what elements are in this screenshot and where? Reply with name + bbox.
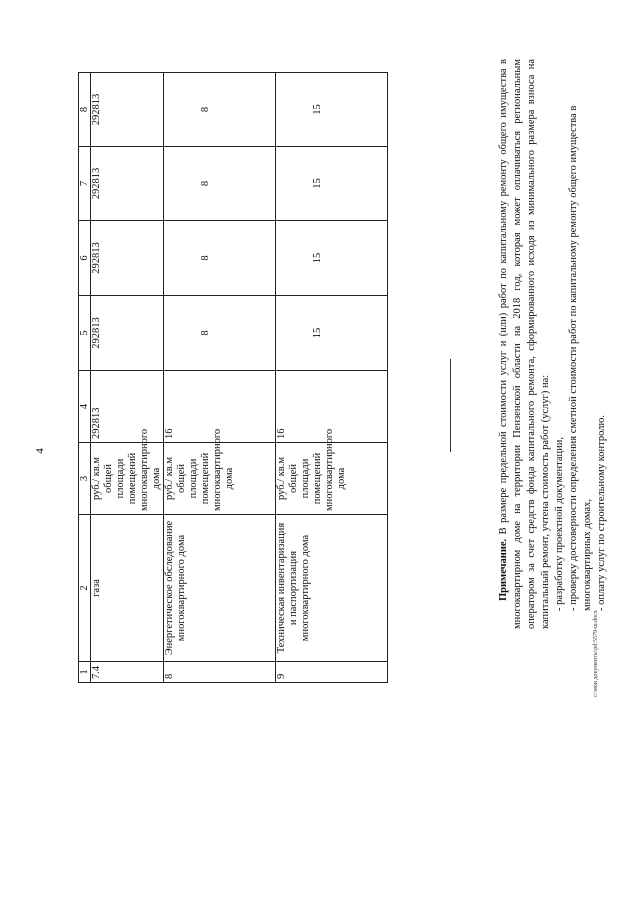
- work-type: Техническая инвентаризация и паспортизация многоквартирного дома: [276, 515, 388, 662]
- note-item: - проверку достоверности определения сметной стоимости работ по капитальному ремонту общего имущества в многоквартирных домах,: [568, 105, 593, 611]
- cost-value: 15: [276, 73, 388, 147]
- cost-value: 8: [164, 147, 276, 221]
- cost-value: 292813: [91, 73, 164, 147]
- cost-value: 16: [276, 371, 388, 443]
- column-number: 6: [79, 221, 91, 296]
- row-number: 9: [276, 662, 388, 683]
- cost-value: 8: [164, 296, 276, 371]
- row-number: 7.4: [91, 662, 164, 683]
- cost-value: 16: [164, 371, 276, 443]
- column-number: 2: [79, 515, 91, 662]
- work-type: газа: [91, 515, 164, 662]
- table-row: [164, 73, 276, 683]
- column-number: 1: [79, 662, 91, 683]
- cost-value: 8: [164, 221, 276, 296]
- note-block: [497, 59, 609, 629]
- column-number: 5: [79, 296, 91, 371]
- cost-value: 292813: [91, 147, 164, 221]
- cost-value: 15: [276, 147, 388, 221]
- column-number: 4: [79, 371, 91, 443]
- table-row: [91, 73, 164, 683]
- cost-value: 292813: [91, 221, 164, 296]
- page-number: 4: [34, 448, 46, 454]
- unit: руб./ кв.м общей площади помещений многоквартирного дома: [164, 443, 276, 515]
- work-type: Энергетическое обследование многоквартирного дома: [164, 515, 276, 662]
- divider-line: [450, 359, 451, 452]
- table-row: [276, 73, 388, 683]
- column-number: 7: [79, 147, 91, 221]
- cost-value: 292813: [91, 296, 164, 371]
- unit: руб./ кв.м общей площади помещений многоквартирного дома: [91, 443, 164, 515]
- note-item: - разработку проектной документации,: [554, 437, 565, 611]
- cost-value: 292813: [91, 371, 164, 443]
- unit: руб./ кв.м общей площади помещений многоквартирного дома: [276, 443, 388, 515]
- cost-table: [78, 72, 388, 683]
- cost-value: 15: [276, 296, 388, 371]
- note-text: В размере предельной стоимости услуг и (или) работ по капитальному ремонту общего имущества в многоквартирном доме на территории Пензенской области на 2018 год, которая может оплачиваться региональным оператором за счет средств фонда капитального ремонта, сформированного исходя из минимального размера взноса на капитальный ремонт, учтена стоимость работ (услуг) на:: [498, 58, 551, 629]
- cost-value: 8: [164, 73, 276, 147]
- column-number: 3: [79, 443, 91, 515]
- note-label: Примечание.: [498, 538, 509, 601]
- note-paragraph: [497, 59, 553, 629]
- table-header-row: [79, 73, 91, 683]
- row-number: 8: [164, 662, 276, 683]
- cost-value: 15: [276, 221, 388, 296]
- file-path-footer: c:\мои документы\pd\5579-ш.docx: [593, 610, 599, 697]
- column-number: 8: [79, 73, 91, 147]
- note-item: - оплату услуг по строительному контролю.: [596, 415, 607, 611]
